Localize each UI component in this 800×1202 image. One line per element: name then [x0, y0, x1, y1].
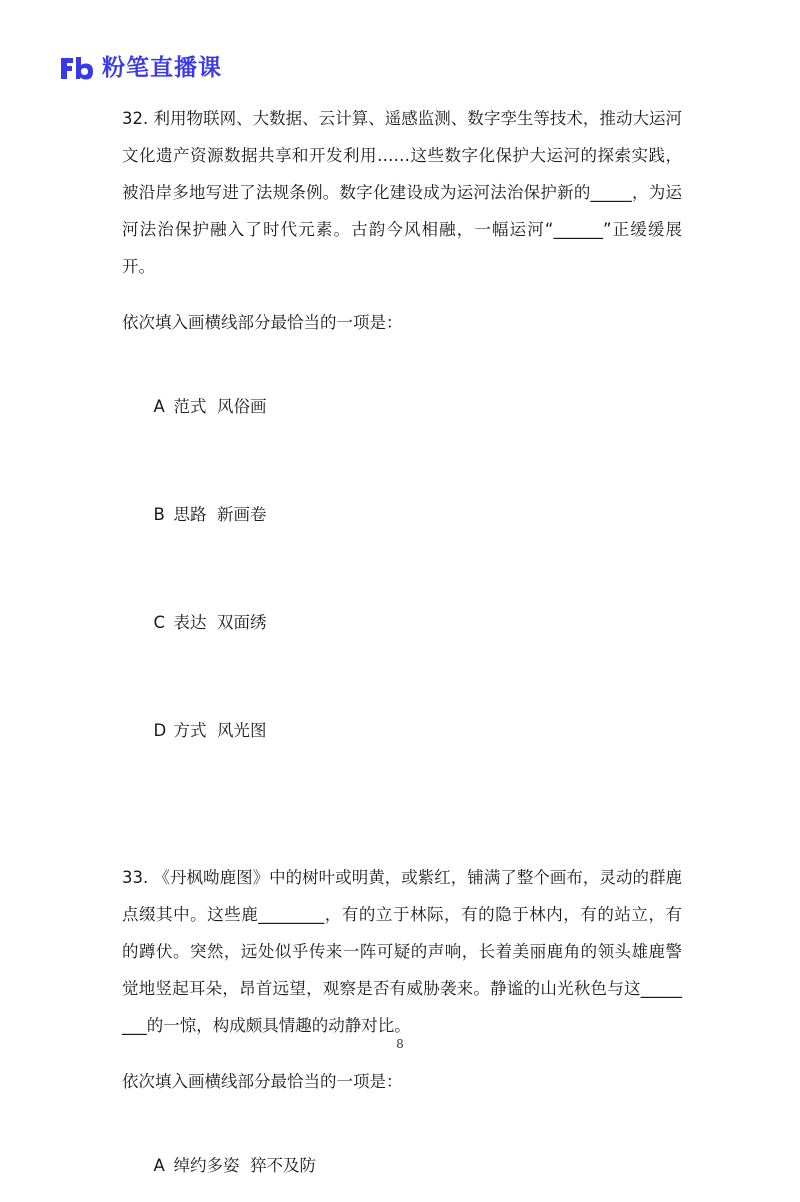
logo-text: 粉笔直播课 — [102, 55, 222, 81]
option-b — [122, 479, 682, 551]
option-letter: C — [153, 613, 166, 632]
option-letter: B — [153, 505, 165, 524]
question-32 — [122, 100, 682, 767]
option-text: 范式 风俗画 — [173, 397, 267, 416]
question-stem: 33. 《丹枫呦鹿图》中的树叶或明黄，或紫红，铺满了整个画布，灵动的群鹿点缀其中。这些鹿________，有的立于林际，有的隐于林内，有的站立，有的蹲伏。突然，远处似乎传来一阵可疑的声响，长着美丽鹿角的领头雄鹿警觉地竖起耳朵，昂首远望，观察是否有威胁袭来。静谧的山光秋色与这________的一惊，构成颇具情趣的动静对比。 — [122, 868, 682, 1035]
brand-logo — [58, 52, 222, 84]
page-number: 8 — [396, 1037, 404, 1051]
option-letter: A — [153, 397, 165, 416]
question-prompt: 依次填入画横线部分最恰当的一项是： — [122, 1072, 403, 1091]
fb-logo-icon — [58, 54, 96, 82]
option-letter: A — [153, 1156, 165, 1175]
option-d — [122, 695, 682, 767]
option-text: 绰约多姿 猝不及防 — [173, 1156, 316, 1175]
option-letter: D — [153, 721, 167, 740]
option-c — [122, 587, 682, 659]
question-stem: 32. 利用物联网、大数据、云计算、遥感监测、数字孪生等技术，推动大运河文化遗产资源数据共享和开发利用……这些数字化保护大运河的探索实践，被沿岸多地写进了法规条例。数字化建设成为运河法治保护新的_____，为运河法治保护融入了时代元素。古韵今风相融，一幅运河“______”正缓缓展开。 — [122, 109, 682, 276]
option-a — [122, 371, 682, 443]
question-prompt: 依次填入画横线部分最恰当的一项是： — [122, 313, 403, 332]
option-text: 表达 双面绣 — [173, 613, 267, 632]
option-text: 思路 新画卷 — [173, 505, 267, 524]
question-33 — [122, 859, 682, 1202]
option-a — [122, 1130, 682, 1202]
option-text: 方式 风光图 — [173, 721, 267, 740]
